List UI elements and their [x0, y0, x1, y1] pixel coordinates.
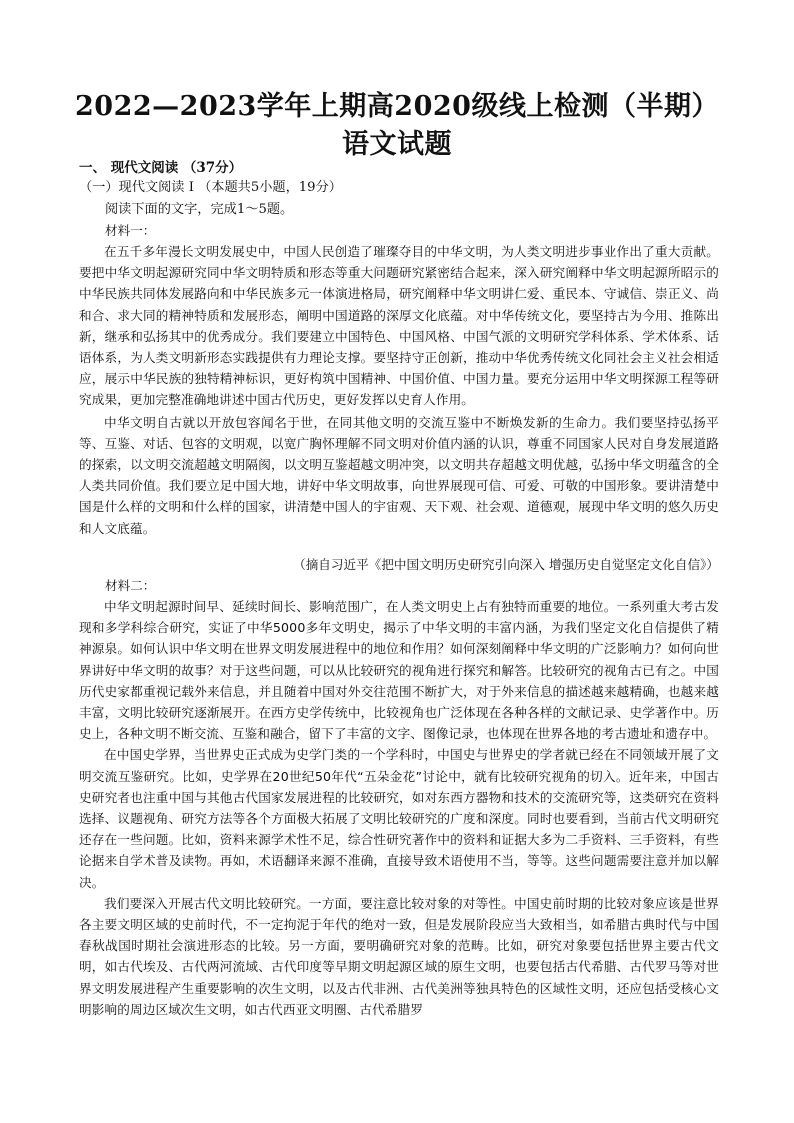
material-one-body: [79, 241, 719, 539]
paragraph: 中华文明起源时间早、延续时间长、影响范围广，在人类文明史上占有独特而重要的地位。一系列重大考古发现和多学科综合研究，实证了中华5000多年文明史，揭示了中华文明的丰富内涵，为我们坚定文化自信提供了精神源泉。如何认识中华文明在世界文明发展进程中的地位和作用？如何深刻阐释中华文明的广泛影响力？如何向世界讲好中华文明的故事？对于这些问题，可以从比较研究的视角进行探究和解答。比较研究的视角古已有之。中国历代史家都重视记载外来信息，并且随着中国对外交往范围不断扩大，对于外来信息的描述越来越精确，也越来越丰富，文明比较研究逐渐展开。在西方史学传统中，比较视角也广泛体现在各种各样的文献记录、史学著作中。历史上，各种文明不断交流、互鉴和融合，留下了丰富的文字、图像记录，也体现在世界各地的考古遗址和遗存中。: [79, 599, 719, 742]
paragraph: 中华文明自古就以开放包容闻名于世，在同其他文明的交流互鉴中不断焕发新的生命力。我们要坚持弘扬平等、互鉴、对话、包容的文明观，以宽广胸怀理解不同文明对价值内涵的认识，尊重不同国家人民对自身发展道路的探索，以文明交流超越文明隔阂，以文明互鉴超越文明冲突，以文明共存超越文明优越，弘扬中华文明蕴含的全人类共同价值。我们要立足中国大地，讲好中华文明故事，向世界展现可信、可爱、可敬的中国形象。要讲清楚中国是什么样的文明和什么样的国家，讲清楚中国人的宇宙观、天下观、社会观、道德观，展现中华文明的悠久历史和人文底蕴。: [79, 414, 719, 536]
material-one-label: 材料一：: [105, 223, 156, 238]
subsection-heading: （一）现代文阅读 I （本题共5小题，19分）: [79, 180, 342, 195]
material-one-citation: （摘自习近平《把中国文明历史研究引向深入 增强历史自觉坚定文化自信》）: [293, 557, 719, 572]
material-two-label: 材料二：: [105, 578, 156, 593]
exam-title: 2022—2023学年上期高2020级线上检测（半期）: [75, 91, 719, 122]
section-heading: 一、 现代文阅读 （37分）: [79, 160, 243, 176]
instruction-text: 阅读下面的文字，完成1～5题。: [105, 202, 294, 217]
material-two-body: [79, 596, 719, 1020]
paragraph: 在中国史学界，当世界史正式成为史学门类的一个学科时，中国史与世界史的学者就已经在不同领域开展了文明交流互鉴研究。比如，史学界在20世纪50年代“五朵金花”讨论中，就有比较研究视角的切入。近年来，中国古史研究者也注重中国与其他古代国家发展进程的比较研究，如对东西方器物和技术的交流研究等，这类研究在资料选择、议题视角、研究方法等各个方面极大拓展了文明比较研究的广度和深度。同时也要看到，当前古代文明研究还存在一些问题。比如，资料来源学术性不足，综合性研究著作中的资料和证据大多为二手资料、三手资料，有些论据来自学术普及读物。再如，术语翻译来源不准确，直接导致术语使用不当，等等。这些问题需要注意并加以解决。: [79, 747, 719, 890]
paragraph: 在五千多年漫长文明发展史中，中国人民创造了璀璨夺目的中华文明，为人类文明进步事业作出了重大贡献。要把中华文明起源研究同中华文明特质和形态等重大问题研究紧密结合起来，深入研究阐释中华文明起源所昭示的中华民族共同体发展路向和中华民族多元一体演进格局，研究阐释中华文明讲仁爱、重民本、守诚信、崇正义、尚和合、求大同的精神特质和发展形态，阐明中国道路的深厚文化底蕴。对中华传统文化，要坚持古为今用、推陈出新，继承和弘扬其中的优秀成分。我们要建立中国特色、中国风格、中国气派的文明研究学科体系、学术体系、话语体系，为人类文明新形态实践提供有力理论支撑。要坚持守正创新，推动中华优秀传统文化同社会主义社会相适应，展示中华民族的独特精神标识，更好构筑中国精神、中国价值、中国力量。要充分运用中华文明探源工程等研究成果，更加完整准确地讲述中国古代历史，更好发挥以史育人作用。: [79, 244, 719, 408]
exam-subject-title: 语文试题: [342, 129, 452, 160]
paragraph: 我们要深入开展古代文明比较研究。一方面，要注意比较对象的对等性。中国史前时期的比较对象应该是世界各主要文明区域的史前时代，不一定拘泥于年代的绝对一致，但是发展阶段应当大致相当，如希腊古典时代与中国春秋战国时期社会演进形态的比较。另一方面，要明确研究对象的范畴。比如，研究对象要包括世界主要古代文明，如古代埃及、古代两河流域、古代印度等早期文明起源区域的原生文明，也要包括古代希腊、古代罗马等对世界文明发展进程产生重要影响的次生文明，以及古代非洲、古代美洲等独具特色的区域性文明，还应包括受核心文明影响的周边区域次生文明，如古代西亚文明圈、古代希腊罗: [79, 895, 719, 1017]
